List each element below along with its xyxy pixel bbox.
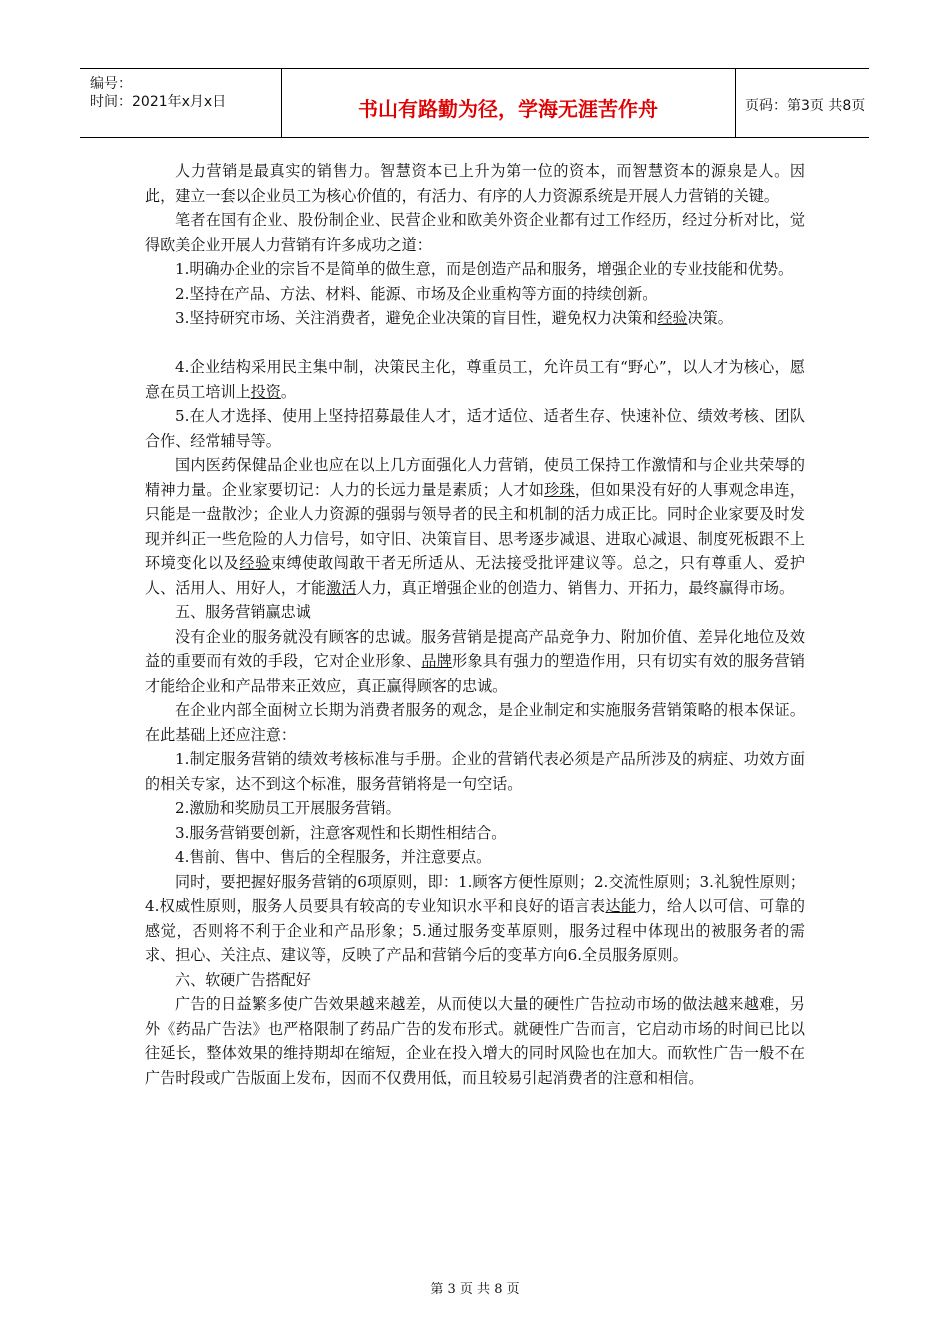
paragraph xyxy=(145,453,805,600)
paragraph xyxy=(145,698,805,747)
paragraph xyxy=(145,257,805,282)
paragraph xyxy=(145,747,805,796)
paragraph-text: 人力，真正增强企业的创造力、销售力、开拓力，最终赢得市场。 xyxy=(356,578,795,597)
paragraph-text: 力，给人以可信、可靠的感觉，否则将不利于企业和产品形象；5.通过服务变革原则，服务过程中体现出的被服务者的需求、担心、关注点、建议等，反映了产品和营销今后的变革方向6.全员服务原则。 xyxy=(145,897,805,964)
inline-link[interactable]: 品牌 xyxy=(421,652,453,670)
paragraph-text: 2.激励和奖励员工开展服务营销。 xyxy=(175,799,401,817)
paragraph xyxy=(145,870,805,968)
paragraph-text: 没有企业的服务就没有顾客的忠诚。服务营销是提高产品竞争力、附加价值、差异化地位及效益的重要而有效的手段，它对企业形象、 xyxy=(145,627,805,670)
inline-link[interactable]: 达能 xyxy=(605,897,637,915)
paragraph xyxy=(145,355,805,404)
paragraph-text: 5.在人才选择、使用上坚持招募最佳人才，适才适位、适者生存、快速补位、绩效考核、团队合作、经常辅导等。 xyxy=(145,407,805,450)
paragraph xyxy=(145,600,805,625)
paragraph-text: 人力营销是最真实的销售力。智慧资本已上升为第一位的资本，而智慧资本的源泉是人。因此，建立一套以企业员工为核心价值的，有活力、有序的人力资源系统是开展人力营销的关键。 xyxy=(145,162,805,205)
page-footer: 第 3 页 共 8 页 xyxy=(430,1282,520,1297)
paragraph xyxy=(145,208,805,257)
paragraph xyxy=(145,968,805,993)
paragraph-text: 。 xyxy=(280,382,296,401)
paragraph xyxy=(145,821,805,846)
paragraph-text: 五、服务营销赢忠诚 xyxy=(175,603,311,621)
header-motto-cell xyxy=(281,69,736,137)
paragraph xyxy=(145,306,805,331)
paragraph-text: 在企业内部全面树立长期为消费者服务的观念，是企业制定和实施服务营销策略的根本保证。在此基础上还应注意： xyxy=(145,701,805,744)
paragraph-text: 笔者在国有企业、股份制企业、民营企业和欧美外资企业都有过工作经历，经过分析对比，觉得欧美企业开展人力营销有许多成功之道： xyxy=(145,211,805,254)
paragraph-text: 六、软硬广告搭配好 xyxy=(175,970,311,989)
header-motto: 书山有路勤为径，学海无涯苦作舟 xyxy=(358,97,658,121)
paragraph-text: 1.明确办企业的宗旨不是简单的做生意，而是创造产品和服务，增强企业的专业技能和优势。 xyxy=(175,260,794,278)
paragraph-text: 1.制定服务营销的绩效考核标准与手册。企业的营销代表必须是产品所涉及的病症、功效方面的相关专家，达不到这个标准，服务营销将是一句空话。 xyxy=(145,750,805,793)
paragraph xyxy=(145,159,805,208)
inline-link[interactable]: 激活 xyxy=(326,578,357,597)
paragraph-text: 形象具有强力的塑造作用，只有切实有效的服务营销才能给企业和产品带来正效应，真正赢得顾客的忠诚。 xyxy=(145,652,805,695)
paragraph xyxy=(145,282,805,307)
paragraph xyxy=(145,992,805,1090)
paragraph-text: 广告的日益繁多使广告效果越来越差，从而使以大量的硬性广告拉动市场的做法越来越难，另外《药品广告法》也严格限制了药品广告的发布形式。就硬性广告而言，它启动市场的时间已比以往延长，整体效果的维持期却在缩短，企业在投入增大的同时风险也在加大。而软性广告一般不在广告时段或广告版面上发布，因而不仅费用低，而且较易引起消费者的注意和相信。 xyxy=(145,995,805,1087)
paragraph xyxy=(145,845,805,870)
header-page-cell xyxy=(735,69,869,137)
inline-link[interactable]: 投资 xyxy=(250,382,281,401)
paragraph-text: 3.坚持研究市场、关注消费者，避免企业决策的盲目性，避免权力决策和 xyxy=(175,309,658,327)
document-number-label: 编号： xyxy=(90,76,132,92)
inline-link[interactable]: 经验 xyxy=(239,554,271,572)
paragraph-text: 国内医药保健品企业也应在以上几方面强化人力营销，使员工保持工作激情和与企业共荣辱的精神力量。企业家要切记：人力的长远力量是素质；人才如 xyxy=(145,456,805,499)
inline-link[interactable]: 珍珠 xyxy=(544,480,575,499)
paragraph-text: 3.服务营销要创新，注意客观性和长期性相结合。 xyxy=(175,823,507,842)
inline-link[interactable]: 经验 xyxy=(657,309,688,327)
header-meta-cell xyxy=(80,69,282,137)
paragraph xyxy=(145,625,805,699)
paragraph-text: 同时，要把握好服务营销的6项原则，即：1.顾客方便性原则；2.交流性原则；3.礼貌性原则；4.权威性原则，服务人员要具有较高的专业知识水平和良好的语言表 xyxy=(145,872,805,915)
document-time-label: 时间：2021年x月x日 xyxy=(90,94,227,110)
page-header xyxy=(80,68,869,138)
paragraph-text: ，但如果没有好的人事观念串连，只能是一盘散沙；企业人力资源的强弱与领导者的民主和机制的活力成正比。同时企业家要及时发现并纠正一些危险的人力信号，如守旧、决策盲目、思考逐步减退、进取心减退、制度死板跟不上环境变化以及 xyxy=(145,480,805,572)
paragraph-text: 决策。 xyxy=(687,309,733,327)
paragraph-text: 2.坚持在产品、方法、材料、能源、市场及企业重构等方面的持续创新。 xyxy=(175,284,658,303)
paragraph xyxy=(145,404,805,453)
paragraph-text: 束缚使敢闯敢干者无所适从、无法接受批评建议等。总之，只有尊重人、爱护人、活用人、用好人，才能 xyxy=(145,554,805,597)
header-page-info: 页码：第3页 共8页 xyxy=(745,98,866,114)
paragraph-text: 4.企业结构采用民主集中制，决策民主化，尊重员工，允许员工有“野心”，以人才为核心，愿意在员工培训上 xyxy=(145,358,805,401)
paragraph xyxy=(145,796,805,821)
document-body xyxy=(145,159,805,1090)
paragraph-text: 4.售前、售中、售后的全程服务，并注意要点。 xyxy=(175,848,492,866)
